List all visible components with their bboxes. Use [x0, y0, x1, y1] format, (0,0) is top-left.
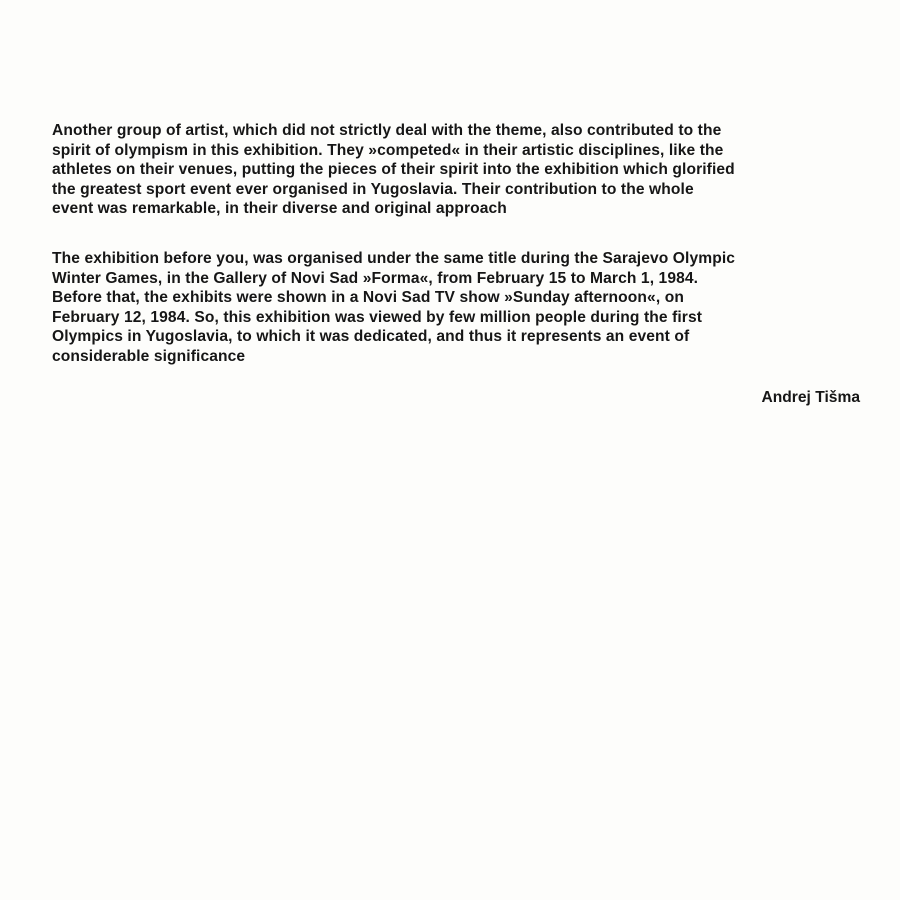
paragraph-line: Another group of artist, which did not strictly deal with the theme, also contributed to the	[52, 122, 722, 139]
paragraph-line: Winter Games, in the Gallery of Novi Sad »Forma«, from February 15 to March 1, 1984.	[52, 269, 699, 287]
paragraph-line: The exhibition before you, was organised under the same title during the Sarajevo Olympic	[52, 250, 736, 267]
paragraph-1	[52, 121, 870, 219]
paragraph-line: Before that, the exhibits were shown in a Novi Sad TV show »Sunday afternoon«, on	[52, 289, 684, 306]
paragraph-line: the greatest sport event ever organised in Yugoslavia. Their contribution to the whole	[52, 180, 694, 198]
paragraph-line: Olympics in Yugoslavia, to which it was dedicated, and thus it represents an event of	[52, 328, 690, 345]
paragraph-line: athletes on their venues, putting the pieces of their spirit into the exhibition which glorified	[52, 161, 735, 178]
paragraph-2	[52, 249, 870, 366]
paragraph-line: February 12, 1984. So, this exhibition was viewed by few million people during the first	[52, 308, 703, 326]
paragraph-line: event was remarkable, in their diverse and original approach	[52, 200, 507, 217]
author-signature: Andrej Tišma	[761, 389, 860, 406]
paragraph-line: spirit of olympism in this exhibition. They »competed« in their artistic disciplines, like the	[52, 141, 724, 159]
paragraph-line: considerable significance	[52, 347, 246, 365]
